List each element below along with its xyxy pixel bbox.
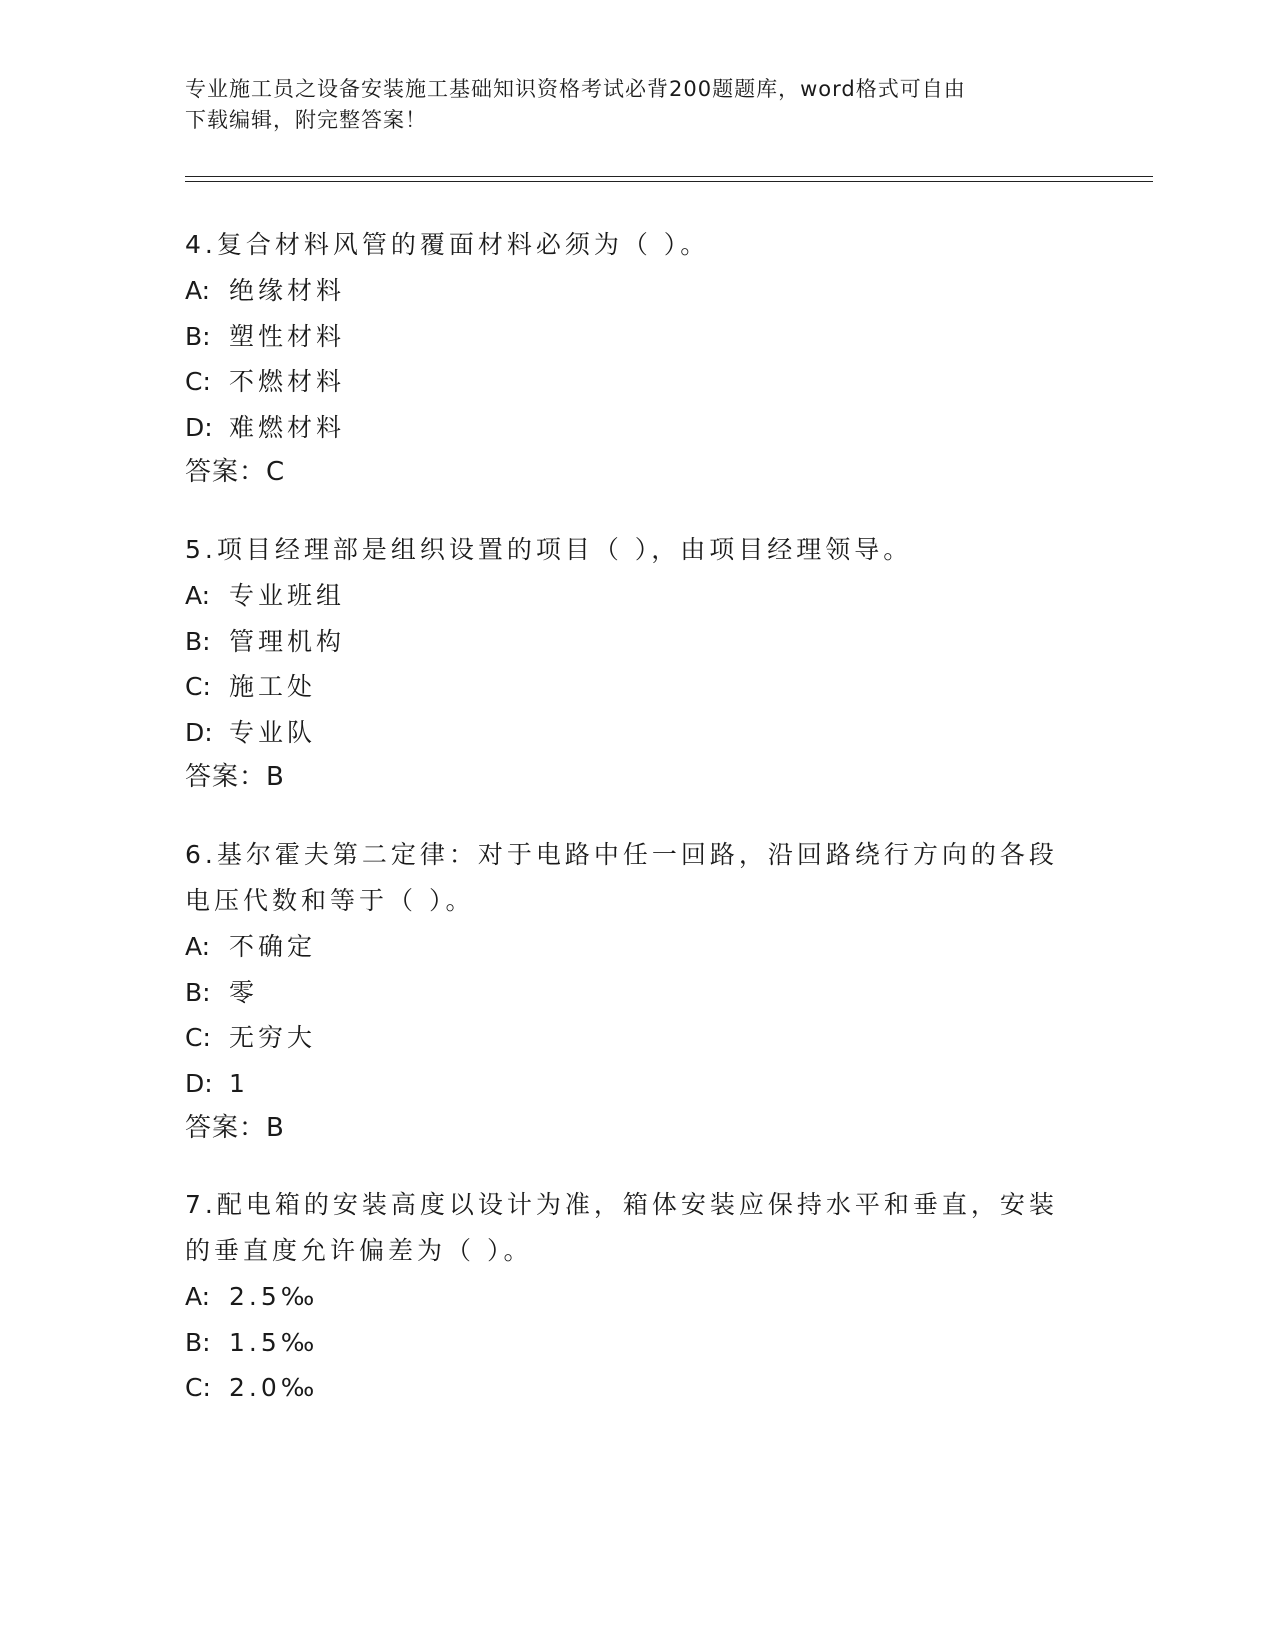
option-text: 2.5‰ [229,1282,319,1311]
option-label: A: [185,581,211,610]
option-label: C: [185,672,211,701]
option-text: 专业班组 [229,581,346,610]
option-c [185,1365,1065,1411]
option-label: B: [185,977,211,1007]
option-a [185,268,1065,314]
header-divider-bottom [185,181,1153,182]
header-title-line-2: 下载编辑，附完整答案！ [185,108,427,132]
option-c [185,359,1065,405]
question-5 [185,527,1065,800]
option-a [185,924,1065,970]
option-text: 施工处 [229,672,317,701]
option-text: 管理机构 [229,626,346,656]
answer: 答案：B [185,762,285,792]
option-text: 2.0‰ [229,1373,319,1402]
question-6 [185,832,1065,1151]
option-b [185,619,1065,665]
option-text: 1 [229,1068,249,1098]
option-text: 1.5‰ [229,1327,319,1357]
option-label: C: [185,367,211,396]
question-4 [185,222,1065,495]
option-label: B: [185,626,211,656]
option-label: C: [185,1023,211,1052]
option-label: D: [185,717,213,747]
option-b [185,970,1065,1016]
option-b [185,314,1065,360]
option-label: D: [185,1068,213,1098]
option-text: 不燃材料 [229,367,346,396]
option-c [185,1015,1065,1061]
option-label: B: [185,321,211,351]
option-d [185,405,1065,451]
option-text: 零 [229,977,259,1007]
header-title-line-1: 专业施工员之设备安装施工基础知识资格考试必背200题题库，word格式可自由 [185,77,966,101]
option-a [185,1274,1065,1320]
option-text: 塑性材料 [229,321,346,351]
option-d [185,1061,1065,1107]
option-label: A: [185,1282,211,1311]
option-b [185,1320,1065,1366]
option-label: A: [185,276,211,305]
question-7 [185,1182,1065,1411]
option-text: 无穷大 [229,1023,317,1052]
question-stem: 6.基尔霍夫第二定律：对于电路中任一回路，沿回路绕行方向的各段电压代数和等于（ ）。 [185,840,1058,915]
header-divider-top [185,176,1153,177]
option-text: 绝缘材料 [229,276,346,305]
option-label: B: [185,1327,211,1357]
option-c [185,664,1065,710]
option-label: C: [185,1373,211,1402]
question-stem: 4.复合材料风管的覆面材料必须为（ ）。 [185,230,710,259]
option-d [185,710,1065,756]
answer: 答案：B [185,1113,285,1143]
option-label: A: [185,932,211,961]
question-stem: 5.项目经理部是组织设置的项目（ ），由项目经理领导。 [185,535,913,564]
option-text: 不确定 [229,932,317,961]
option-a [185,573,1065,619]
question-stem: 7.配电箱的安装高度以设计为准，箱体安装应保持水平和垂直，安装的垂直度允许偏差为（ ）。 [185,1190,1058,1265]
option-label: D: [185,412,213,442]
option-text: 专业队 [229,717,317,747]
answer: 答案：C [185,457,286,487]
option-text: 难燃材料 [229,412,346,442]
document-header [185,74,1065,136]
